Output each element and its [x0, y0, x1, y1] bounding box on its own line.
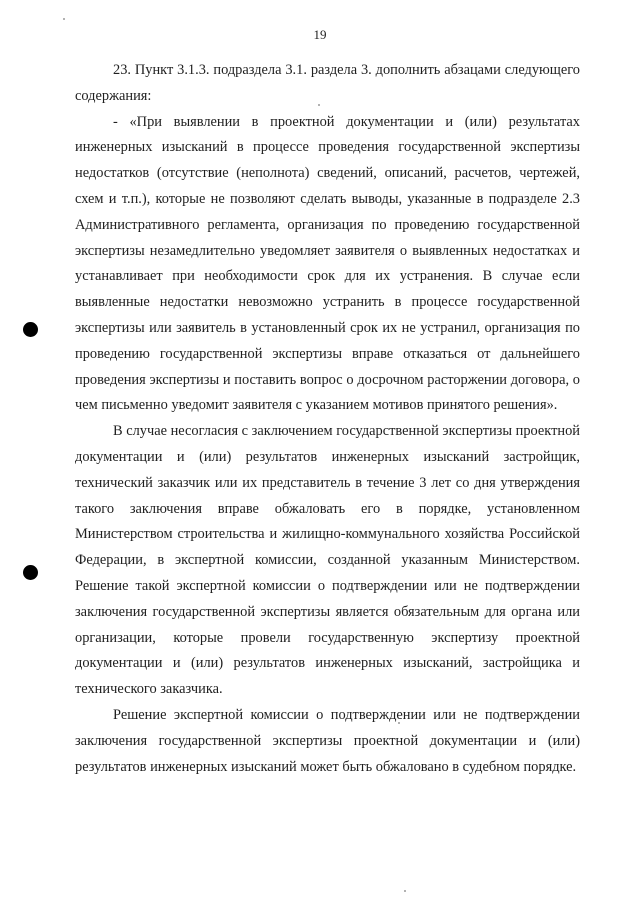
punch-hole-mark	[23, 322, 38, 337]
scan-speck	[63, 18, 65, 20]
punch-hole-mark	[23, 565, 38, 580]
page-number: 19	[313, 27, 327, 42]
scan-speck	[404, 890, 406, 892]
paragraph-amendment-intro: 23. Пункт 3.1.3. подраздела 3.1. раздела 3. дополнить абзацами следующего содержания:	[75, 62, 580, 104]
paragraph-quoted-addition: - «При выявлении в проектной документации и (или) результатах инженерных изысканий в процессе проведения государственной экспертизы недостатков (отсутствие (неполнота) сведений, описаний, расчетов, чертежей, схем и т.п.), которые не позволяют сделать выводы, указанные в подразделе 2.3 Административного регламента, организация по проведению государственной экспертизы незамедлительно уведомляет заявителя о выявленных недостатках и устанавливает при необходимости срок для их устранения. В случае если выявленные недостатки невозможно устранить в процессе государственной экспертизы или заявитель в установленный срок их не устранил, организация по проведению государственной экспертизы вправе отказаться от дальнейшего проведения экспертизы и поставить вопрос о досрочном расторжении договора, о чем письменно уведомит заявителя с указанием мотивов принятого решения».	[75, 113, 580, 414]
paragraph-appeal-procedure: В случае несогласия с заключением государственной экспертизы проектной документации и (или) результатов инженерных изысканий застройщик, технический заказчик или их представитель в течение 3 лет со дня утверждения такого заключения вправе обжаловать его в порядке, установленном Министерством строительства и жилищно-коммунального хозяйства Российской Федерации, в экспертной комиссии, созданной указанным Министерством. Решение такой экспертной комиссии о подтверждении или не подтверждении заключения государственной экспертизы является обязательным для органа или организации, которые провели государственную экспертизу проектной документации и (или) результатов инженерных изысканий, застройщика и технического заказчика.	[75, 423, 580, 698]
paragraph-court-appeal: Решение экспертной комиссии о подтверждении или не подтверждении заключения государственной экспертизы проектной документации и (или) результатов инженерных изысканий может быть обжаловано в судебном порядке.	[75, 706, 580, 775]
document-body	[75, 58, 580, 780]
